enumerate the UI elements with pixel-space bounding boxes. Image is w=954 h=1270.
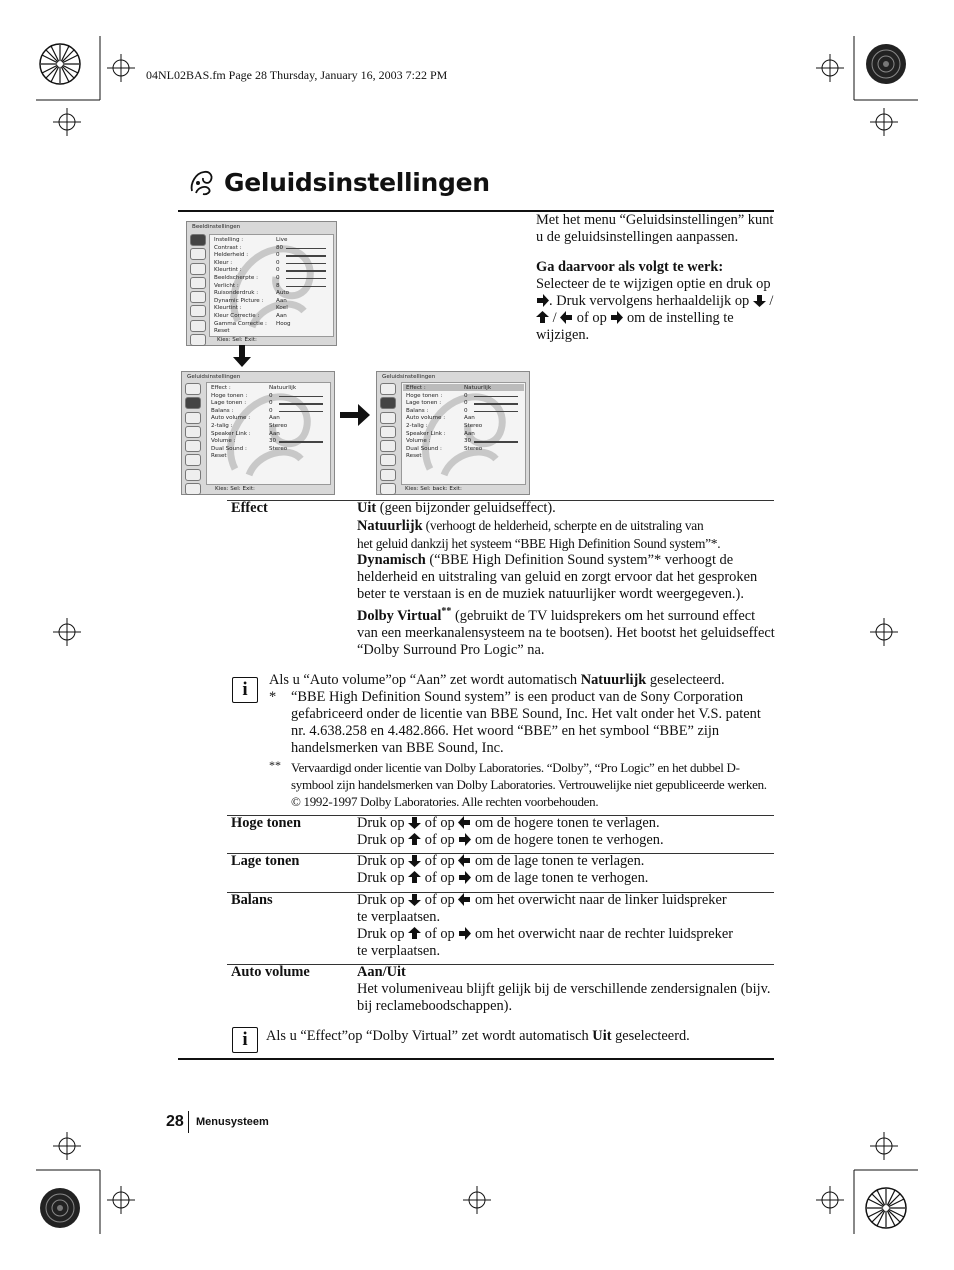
menu-icon	[190, 334, 206, 346]
of-op: of op	[421, 926, 459, 942]
menu-row-value: Aan	[464, 430, 475, 437]
arrow-down-icon	[408, 854, 421, 867]
menu-row-label: Reset	[406, 453, 422, 460]
row-label-auto-volume: Auto volume	[231, 964, 310, 980]
menu-row[interactable]	[214, 252, 329, 260]
menu-icon	[380, 483, 396, 495]
menu-row-label: 2-talig :	[406, 423, 428, 429]
row-label-effect: Effect	[231, 500, 268, 516]
druk-op: Druk op	[357, 853, 409, 869]
menu-row-value: 0	[276, 259, 280, 266]
menu-icon	[185, 483, 201, 495]
balans-text-2a: om het overwicht naar de rechter luidspreker	[471, 926, 734, 942]
menu-row[interactable]	[214, 290, 329, 298]
arrow-right-icon	[458, 927, 471, 940]
menu-row[interactable]	[406, 453, 521, 461]
menu-row[interactable]	[211, 423, 326, 431]
lage-tonen-text-1: om de lage tonen te verlagen.	[471, 853, 645, 869]
intro-text-a: Selecteer de te wijzigen optie en druk op	[536, 276, 771, 292]
menu-row-label: Speaker Link :	[406, 430, 446, 437]
menu-icon-picture	[380, 383, 396, 395]
of-op: of op	[421, 832, 459, 848]
menu-row[interactable]	[214, 328, 329, 336]
footnote-mark: **	[269, 758, 281, 772]
arrow-down-icon	[408, 816, 421, 829]
effect-natuurlijk: Natuurlijk	[357, 518, 423, 534]
info-glyph: i	[242, 679, 248, 700]
menu-row-slider	[474, 441, 518, 442]
arrow-right-icon	[340, 404, 370, 426]
menu-row-value: 0	[276, 252, 280, 259]
menu-row[interactable]	[214, 260, 329, 268]
sound-note-icon	[188, 169, 216, 197]
menu-row-value: 0	[464, 407, 468, 414]
arrow-left-icon	[458, 893, 471, 906]
menu-row-label: Lage tonen :	[406, 400, 442, 407]
menu-row[interactable]	[211, 415, 326, 423]
menu-icon-picture	[185, 383, 201, 395]
of-op: of op	[421, 853, 459, 869]
menu-icon-sound	[380, 397, 396, 409]
menu-panel	[209, 234, 334, 337]
menu-row-label: Ruisonderdruk :	[214, 290, 259, 297]
page-number: 28	[166, 1113, 184, 1130]
menu-row-value: 0	[269, 392, 273, 399]
menu-row-value: Stereo	[464, 445, 483, 452]
arrow-down-icon	[233, 345, 251, 367]
effect-natuurlijk-text: (verhoogt de helderheid, scherpte en de uitstraling van	[422, 518, 704, 533]
menu-row-label: Speaker Link :	[211, 430, 251, 437]
arrow-right-icon	[458, 833, 471, 846]
note-dolby-virtual	[266, 1028, 772, 1045]
effect-dolby-sup: **	[441, 606, 452, 617]
section-name: Menusysteem	[196, 1116, 269, 1128]
menu-row-slider	[474, 396, 518, 397]
menu-row[interactable]	[214, 275, 329, 283]
menu-row-slider	[286, 278, 326, 279]
footnote-bbe: “BBE High Definition Sound system” is een product van de Sony Corporation gefabriceerd onder de licentie van BBE Sound, Inc. Het valt onder het V.S. patent nr. 4.638.258 en 4.482.866. Het woord “BBE” en het symbool “BBE” zijn handelsmerken van BBE Sound, Inc.	[291, 689, 761, 756]
menu-row-label: Balans :	[211, 407, 234, 414]
menu-row-label: Instelling :	[214, 237, 244, 243]
menu-row-label: Effect :	[406, 385, 426, 391]
arrow-left-icon	[458, 816, 471, 829]
menu-icon-column	[378, 383, 396, 497]
menu-icon	[185, 440, 201, 452]
effect-uit-text: (geen bijzonder geluidseffect).	[376, 500, 556, 516]
menu-row[interactable]	[406, 400, 521, 408]
menu-icon	[380, 426, 396, 438]
screen-title: Geluidsinstellingen	[382, 374, 436, 380]
menu-row-label: Reset	[214, 328, 230, 335]
menu-row-label: Dynamic Picture :	[214, 297, 264, 304]
menu-row[interactable]	[214, 298, 329, 306]
footnote-mark: *	[269, 689, 277, 705]
menu-row[interactable]	[211, 446, 326, 454]
arrow-up-icon	[408, 833, 421, 846]
menu-row[interactable]	[406, 446, 521, 454]
menu-row[interactable]	[211, 400, 326, 408]
note2-text-c: geselecteerd.	[611, 1028, 690, 1044]
screen-sound-settings-selected	[376, 371, 530, 495]
menu-row[interactable]	[214, 313, 329, 321]
menu-row-value: 0	[269, 400, 273, 407]
menu-icon	[190, 305, 206, 317]
menu-row-value: Aan	[276, 313, 287, 319]
menu-row-slider	[279, 441, 323, 442]
menu-row-label: Gamma Correctie :	[214, 320, 267, 327]
row-label-lage-tonen: Lage tonen	[231, 853, 300, 869]
row-label-balans: Balans	[231, 892, 273, 908]
druk-op: Druk op	[357, 815, 409, 831]
menu-row-slider	[474, 411, 518, 412]
menu-row-label: Dual Sound :	[406, 445, 442, 452]
menu-row-label: Kleurtint :	[214, 267, 242, 274]
menu-row-label: Helderheid :	[214, 252, 249, 259]
effect-dolby-text: (gebruikt de TV luidsprekers om het surround effect van een meerkanalensysteem na te bootsen). Het bootst het geluidseffect “Dolby Surround Pro Logic” na.	[357, 607, 775, 658]
row-body-effect	[357, 500, 775, 659]
screen-footer: Kies: Sel: Exit:	[217, 337, 257, 343]
note2-text-a: Als u “Effect”op “Dolby Virtual” zet wordt automatisch	[266, 1028, 593, 1044]
effect-uit: Uit	[357, 500, 377, 516]
auto-volume-text: Het volumeniveau blijft gelijk bij de verschillende zendersignalen (bijv. bij reclameboodschappen).	[357, 981, 771, 1014]
menu-icon	[380, 454, 396, 466]
menu-icon-sound	[185, 397, 201, 409]
menu-row[interactable]	[211, 431, 326, 439]
menu-row-value: 80	[276, 244, 284, 251]
menu-row-slider	[286, 248, 326, 249]
menu-row-value: 0	[464, 392, 468, 399]
druk-op: Druk op	[357, 870, 409, 886]
menu-row-value: Natuurlijk	[464, 385, 492, 391]
bottom-divider	[178, 1058, 774, 1060]
note1-text-a: Als u “Auto volume”op “Aan” zet wordt automatisch	[269, 672, 581, 688]
menu-icon	[190, 291, 206, 303]
menu-row[interactable]	[211, 393, 326, 401]
arrow-right-icon	[536, 294, 549, 307]
menu-row-label: Balans :	[406, 407, 429, 414]
menu-row-value: Stereo	[269, 445, 288, 452]
auto-volume-options: Aan/Uit	[357, 964, 406, 980]
menu-row-slider	[286, 286, 326, 287]
menu-row[interactable]	[406, 415, 521, 423]
screen-footer: Kies: Sel: Exit:	[215, 486, 255, 492]
menu-panel	[401, 382, 526, 485]
menu-row-slider	[279, 396, 323, 397]
intro-paragraph-2	[536, 259, 776, 344]
menu-row-slider	[279, 403, 323, 404]
menu-icon	[380, 440, 396, 452]
menu-icon	[380, 469, 396, 481]
intro-text-b: . Druk vervolgens herhaaldelijk op	[549, 293, 753, 309]
effect-dynamisch: Dynamisch	[357, 552, 426, 568]
intro-sep-2: /	[549, 310, 561, 326]
info-icon	[232, 1027, 258, 1053]
menu-row-value: Natuurlijk	[269, 385, 297, 391]
menu-row-label: Hoge tonen :	[406, 392, 443, 399]
menu-row-slider	[286, 255, 326, 256]
menu-row[interactable]	[211, 438, 326, 446]
menu-icon	[190, 277, 206, 289]
note1-text-c: geselecteerd.	[646, 672, 725, 688]
druk-op: Druk op	[357, 892, 409, 908]
menu-icon	[380, 412, 396, 424]
effect-natuurlijk-text-2: het geluid dankzij het systeem “BBE High Definition Sound system”*.	[357, 536, 721, 551]
menu-row-value: Aan	[464, 415, 475, 422]
hoge-tonen-text-2: om de hogere tonen te verhogen.	[471, 832, 664, 848]
screen-picture-settings	[186, 221, 337, 346]
menu-row-value: 0	[464, 400, 468, 407]
arrow-right-icon	[610, 311, 623, 324]
hoge-tonen-text-1: om de hogere tonen te verlagen.	[471, 815, 660, 831]
balans-text-1b: te verplaatsen.	[357, 909, 441, 925]
intro-text-d: om de instelling te wijzigen.	[536, 310, 734, 343]
of-op: of op	[421, 892, 459, 908]
arrow-up-icon	[408, 871, 421, 884]
info-glyph: i	[242, 1029, 248, 1050]
menu-row[interactable]	[406, 393, 521, 401]
intro-sep-1: /	[765, 293, 774, 309]
effect-dynamisch-text: (“BBE High Definition Sound system”* verhoogt de helderheid en uitstraling van geluid en zorgt ervoor dat het gesproken beter te verstaan is en de muziek natuurlijker wordt weergegeven.).	[357, 552, 758, 602]
menu-row-label: Verlicht :	[214, 282, 239, 289]
arrow-down-icon	[753, 294, 766, 307]
menu-row-slider	[279, 411, 323, 412]
menu-row[interactable]	[406, 438, 521, 446]
menu-row-label: Dual Sound :	[211, 445, 247, 452]
menu-row-slider	[286, 270, 326, 271]
menu-row-value: 8	[276, 282, 280, 289]
arrow-up-icon	[536, 311, 549, 324]
menu-icon	[190, 263, 206, 275]
menu-panel	[206, 382, 331, 485]
arrow-right-icon	[458, 871, 471, 884]
menu-row[interactable]	[406, 431, 521, 439]
menu-row-value: Aan	[276, 297, 287, 304]
menu-row-label: Kleurtint :	[214, 305, 242, 312]
menu-icon	[185, 454, 201, 466]
menu-icon	[185, 469, 201, 481]
screen-sound-settings	[181, 371, 335, 495]
menu-row-label: Effect :	[211, 385, 231, 391]
page-title-block	[188, 168, 490, 197]
intro-text	[536, 212, 776, 344]
row-body-balans	[357, 892, 775, 960]
menu-row-label: Reset	[211, 453, 227, 460]
menu-row-label: Kleur Correctie :	[214, 313, 260, 319]
menu-icon	[185, 426, 201, 438]
menu-row-value: Live	[276, 237, 288, 243]
menu-row-label: Volume :	[211, 438, 236, 445]
menu-row-value: Stereo	[269, 423, 288, 429]
menu-row-value: Auto	[276, 290, 289, 297]
arrow-up-icon	[408, 927, 421, 940]
menu-icon-column	[188, 234, 206, 348]
menu-row-label: Volume :	[406, 438, 431, 445]
menu-row-value: Aan	[269, 430, 280, 437]
druk-op: Druk op	[357, 926, 409, 942]
balans-text-1a: om het overwicht naar de linker luidspreker	[471, 892, 727, 908]
page-number-divider	[188, 1111, 189, 1133]
menu-row[interactable]	[214, 237, 329, 245]
row-label-hoge-tonen: Hoge tonen	[231, 815, 301, 831]
menu-row-value: 0	[276, 267, 280, 274]
file-metadata-header: 04NL02BAS.fm Page 28 Thursday, January 16, 2003 7:22 PM	[146, 68, 448, 82]
menu-row-value: 0	[276, 275, 280, 281]
row-body-hoge-tonen	[357, 815, 775, 849]
menu-row[interactable]	[214, 321, 329, 329]
note-auto-volume	[269, 672, 775, 689]
druk-op: Druk op	[357, 832, 409, 848]
menu-row-label: Contrast :	[214, 244, 242, 251]
screen-title: Geluidsinstellingen	[187, 374, 241, 380]
menu-icon-sound	[190, 248, 206, 260]
menu-row[interactable]	[214, 245, 329, 253]
menu-row-label: Auto volume :	[211, 415, 251, 422]
menu-row[interactable]	[406, 408, 521, 416]
footnote-dolby: Vervaardigd onder licentie van Dolby Laboratories. “Dolby”, “Pro Logic” en het dubbel D-symbool zijn handelsmerken van Dolby Laboratories. Vertrouwelijke niet gepubliceerde werken. © 1992-1997 Dolby Laboratories. Alle rechten voorbehouden.	[291, 760, 767, 809]
note1-text-bold: Natuurlijk	[580, 672, 647, 688]
menu-row-value: Hoog	[276, 320, 291, 327]
menu-row-value: 30	[464, 438, 472, 445]
menu-row[interactable]	[406, 423, 521, 431]
menu-row-label: Lage tonen :	[211, 400, 247, 407]
menu-row-slider	[286, 263, 326, 264]
arrow-left-icon	[560, 311, 573, 324]
menu-row-value: Stereo	[464, 423, 483, 429]
menu-row-label: Beeldscherpte :	[214, 275, 258, 281]
arrow-left-icon	[458, 854, 471, 867]
menu-row[interactable]	[211, 385, 326, 393]
menu-icon	[185, 412, 201, 424]
lage-tonen-text-2: om de lage tonen te verhogen.	[471, 870, 649, 886]
menu-row-label: Kleur :	[214, 259, 233, 266]
menu-row-value: 0	[269, 407, 273, 414]
menu-row[interactable]	[214, 267, 329, 275]
arrow-down-icon	[408, 893, 421, 906]
menu-icon	[190, 320, 206, 332]
effect-dolby-virtual: Dolby Virtual	[357, 607, 442, 624]
of-op: of op	[421, 870, 459, 886]
row-body-lage-tonen	[357, 853, 775, 887]
menu-row-label: 2-talig :	[211, 423, 233, 429]
menu-row[interactable]	[211, 453, 326, 461]
row-body-auto-volume	[357, 964, 775, 1015]
menu-row[interactable]	[214, 305, 329, 313]
menu-row[interactable]	[214, 283, 329, 291]
balans-text-2b: te verplaatsen.	[357, 943, 441, 959]
info-icon	[232, 677, 258, 703]
intro-instruction-heading: Ga daarvoor als volgt te werk:	[536, 259, 724, 275]
menu-row-slider	[474, 403, 518, 404]
menu-row[interactable]	[211, 408, 326, 416]
intro-paragraph-1: Met het menu “Geluidsinstellingen” kunt u de geluidsinstellingen aanpassen.	[536, 212, 774, 245]
menu-row[interactable]	[406, 385, 521, 393]
menu-row-label: Auto volume :	[406, 415, 446, 422]
intro-text-c: of op	[573, 310, 611, 326]
menu-icon-picture	[190, 234, 206, 246]
note2-text-bold: Uit	[592, 1028, 612, 1044]
of-op: of op	[421, 815, 459, 831]
menu-row-value: Aan	[269, 415, 280, 422]
menu-icon-column	[183, 383, 201, 497]
menu-row-value: Koel	[276, 305, 288, 312]
screen-title: Beeldinstellingen	[192, 224, 241, 230]
page-title: Geluidsinstellingen	[224, 168, 490, 197]
menu-row-label: Hoge tonen :	[211, 392, 248, 399]
screen-footer: Kies: Sel: back: Exit:	[405, 486, 462, 492]
menu-row-value: 30	[269, 438, 277, 445]
